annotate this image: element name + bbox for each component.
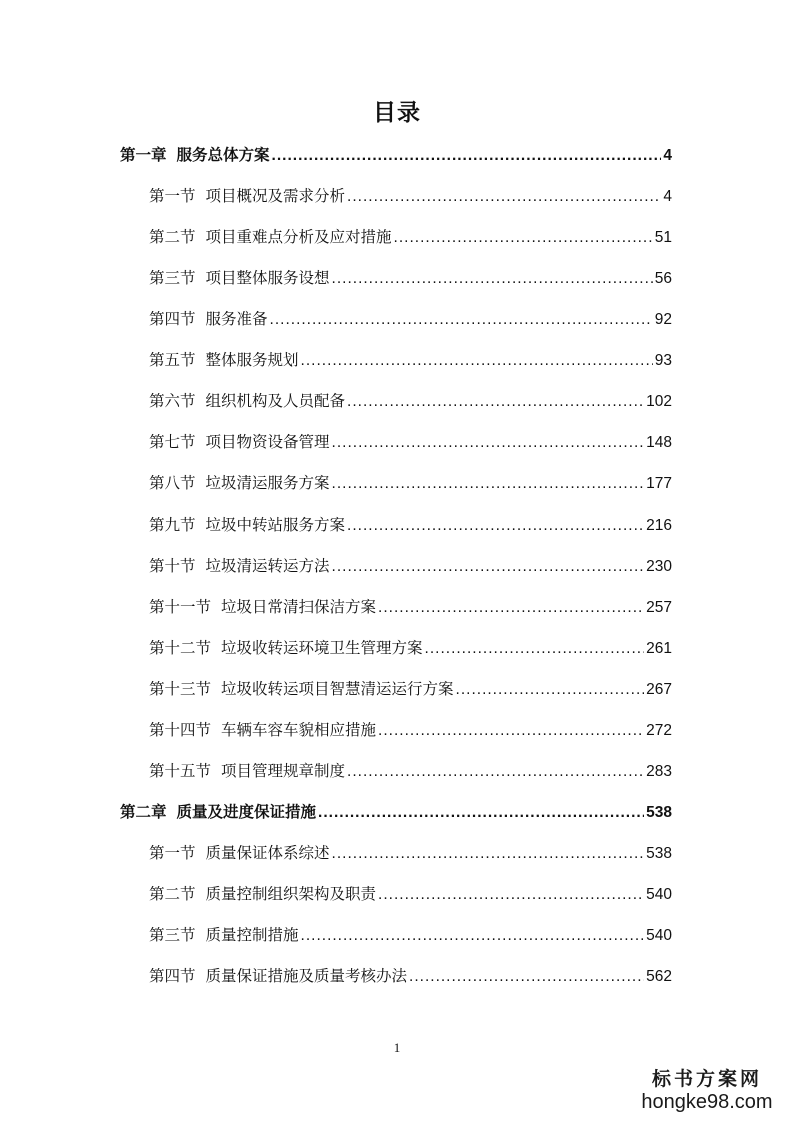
toc-page-number: 4	[663, 188, 672, 206]
toc-entry-label: 质量保证体系综述	[205, 843, 330, 862]
toc-entry-number: 第十节	[149, 556, 196, 575]
toc-entry-number: 第六节	[149, 392, 196, 411]
toc-section-2-1[interactable]	[149, 841, 672, 865]
toc-dot-leader	[301, 349, 653, 373]
toc-entry-label: 质量及进度保证措施	[176, 802, 317, 821]
toc-entry-label: 项目重难点分析及应对措施	[205, 228, 392, 247]
page-title: 目录	[373, 100, 421, 126]
toc-dot-leader	[378, 596, 644, 620]
toc-dot-leader	[301, 924, 645, 948]
toc-dot-leader	[378, 883, 644, 907]
toc-entry-label: 质量保证措施及质量考核办法	[205, 967, 408, 985]
toc-entry-label: 服务总体方案	[176, 146, 270, 164]
toc-entry-number: 第二章	[120, 802, 167, 821]
toc-page-number: 257	[646, 598, 672, 616]
toc-page-number: 540	[646, 926, 672, 944]
toc-section-1-3[interactable]	[149, 266, 672, 290]
toc-page-number: 562	[646, 968, 672, 985]
toc-page-number: 216	[646, 516, 672, 534]
toc-section-1-14[interactable]	[149, 718, 672, 742]
toc-dot-leader	[409, 965, 644, 989]
toc-dot-leader	[332, 431, 645, 455]
page-number: 1	[393, 1040, 401, 1055]
toc-entry-number: 第十二节	[149, 638, 212, 657]
toc-entry-label: 垃圾清运服务方案	[205, 474, 330, 493]
toc-entry-number: 第五节	[149, 351, 196, 370]
toc-section-1-6[interactable]	[149, 389, 672, 413]
toc-entry-number: 第十一节	[149, 597, 212, 616]
toc-dot-leader	[347, 390, 644, 414]
toc-entry-number: 第十三节	[149, 679, 212, 698]
toc-entry-label: 项目整体服务设想	[205, 269, 330, 288]
toc-page-number: 230	[646, 557, 672, 575]
toc-entry-number: 第四节	[149, 967, 196, 985]
toc-section-1-12[interactable]	[149, 636, 672, 660]
toc-section-1-2[interactable]	[149, 225, 672, 249]
toc-dot-leader	[332, 267, 653, 291]
toc-page-number: 93	[654, 352, 672, 370]
toc-page-number: 51	[654, 229, 672, 247]
toc-page-number: 540	[646, 885, 672, 903]
toc-entry-number: 第八节	[149, 474, 196, 493]
toc-section-1-13[interactable]	[149, 677, 672, 701]
toc-dot-leader	[272, 144, 662, 168]
toc-entry-label: 垃圾清运转运方法	[205, 556, 330, 575]
toc-entry-label: 质量控制组织架构及职责	[205, 884, 377, 903]
toc-section-1-11[interactable]	[149, 595, 672, 619]
toc-section-1-4[interactable]	[149, 307, 672, 331]
toc-entry-number: 第三节	[149, 925, 196, 944]
toc-section-1-9[interactable]	[149, 513, 672, 537]
toc-page-number: 538	[646, 844, 672, 862]
toc-entry-number: 第十四节	[149, 720, 212, 739]
toc-section-1-7[interactable]	[149, 430, 672, 454]
toc-entry-number: 第一章	[120, 146, 167, 164]
toc-entry-label: 项目管理规章制度	[221, 761, 346, 780]
toc-section-1-5[interactable]	[149, 348, 672, 372]
toc-entry-number: 第三节	[149, 269, 196, 288]
watermark-cn: 标书方案网	[651, 1068, 762, 1090]
toc-entry-label: 垃圾中转站服务方案	[205, 515, 346, 534]
toc-section-2-4[interactable]	[149, 964, 672, 988]
toc-page-number: 56	[654, 270, 672, 288]
toc-dot-leader	[347, 185, 661, 209]
toc-entry-label: 车辆车容车貌相应措施	[221, 720, 377, 739]
toc-dot-leader	[347, 514, 644, 538]
toc-chapter-1[interactable]	[120, 143, 672, 167]
toc-entry-label: 项目概况及需求分析	[205, 187, 346, 206]
toc-dot-leader	[332, 842, 645, 866]
toc-entry-label: 垃圾日常清扫保洁方案	[221, 597, 377, 616]
toc-dot-leader	[456, 678, 645, 702]
toc-entry-number: 第二节	[149, 228, 196, 247]
toc-entry-number: 第四节	[149, 310, 196, 329]
toc-page-number: 92	[654, 311, 672, 329]
toc-page-number: 538	[646, 803, 672, 821]
toc-section-1-8[interactable]	[149, 471, 672, 495]
toc-page-number: 267	[646, 680, 672, 698]
toc-page-number: 102	[646, 393, 672, 411]
toc-entry-label: 服务准备	[205, 310, 268, 329]
toc-page-number: 4	[663, 147, 672, 164]
watermark-logo	[632, 1068, 782, 1114]
toc-dot-leader	[378, 719, 644, 743]
toc-entry-label: 垃圾收转运环境卫生管理方案	[221, 638, 423, 657]
toc-entry-label: 质量控制措施	[205, 925, 299, 944]
toc-entry-label: 垃圾收转运项目智慧清运运行方案	[221, 679, 454, 698]
toc-dot-leader	[425, 637, 645, 661]
toc-dot-leader	[347, 760, 644, 784]
toc-entry-number: 第一节	[149, 843, 196, 862]
toc-page-number: 261	[646, 639, 672, 657]
toc-page-number: 272	[646, 721, 672, 739]
toc-dot-leader	[332, 555, 645, 579]
toc-page-number: 148	[646, 434, 672, 452]
toc-entry-number: 第九节	[149, 515, 196, 534]
toc-section-2-3[interactable]	[149, 923, 672, 947]
toc-page-number: 283	[646, 762, 672, 780]
toc-page-number: 177	[646, 475, 672, 493]
toc-entry-number: 第一节	[149, 187, 196, 206]
toc-dot-leader	[318, 801, 644, 825]
toc-entry-label: 整体服务规划	[205, 351, 299, 370]
toc-section-1-15[interactable]	[149, 759, 672, 783]
toc-dot-leader	[332, 472, 645, 496]
toc-section-1-10[interactable]	[149, 554, 672, 578]
watermark-en: hongke98.com	[641, 1091, 773, 1113]
toc-dot-leader	[270, 308, 653, 332]
toc-chapter-2[interactable]	[120, 800, 672, 824]
toc-dot-leader	[394, 226, 653, 250]
toc-entry-number: 第十五节	[149, 761, 212, 780]
toc-section-2-2[interactable]	[149, 882, 672, 906]
toc-entry-number: 第七节	[149, 433, 196, 452]
toc-entry-label: 组织机构及人员配备	[205, 392, 346, 411]
toc-section-1-1[interactable]	[149, 184, 672, 208]
toc-entry-number: 第二节	[149, 884, 196, 903]
toc-entry-label: 项目物资设备管理	[205, 433, 330, 452]
